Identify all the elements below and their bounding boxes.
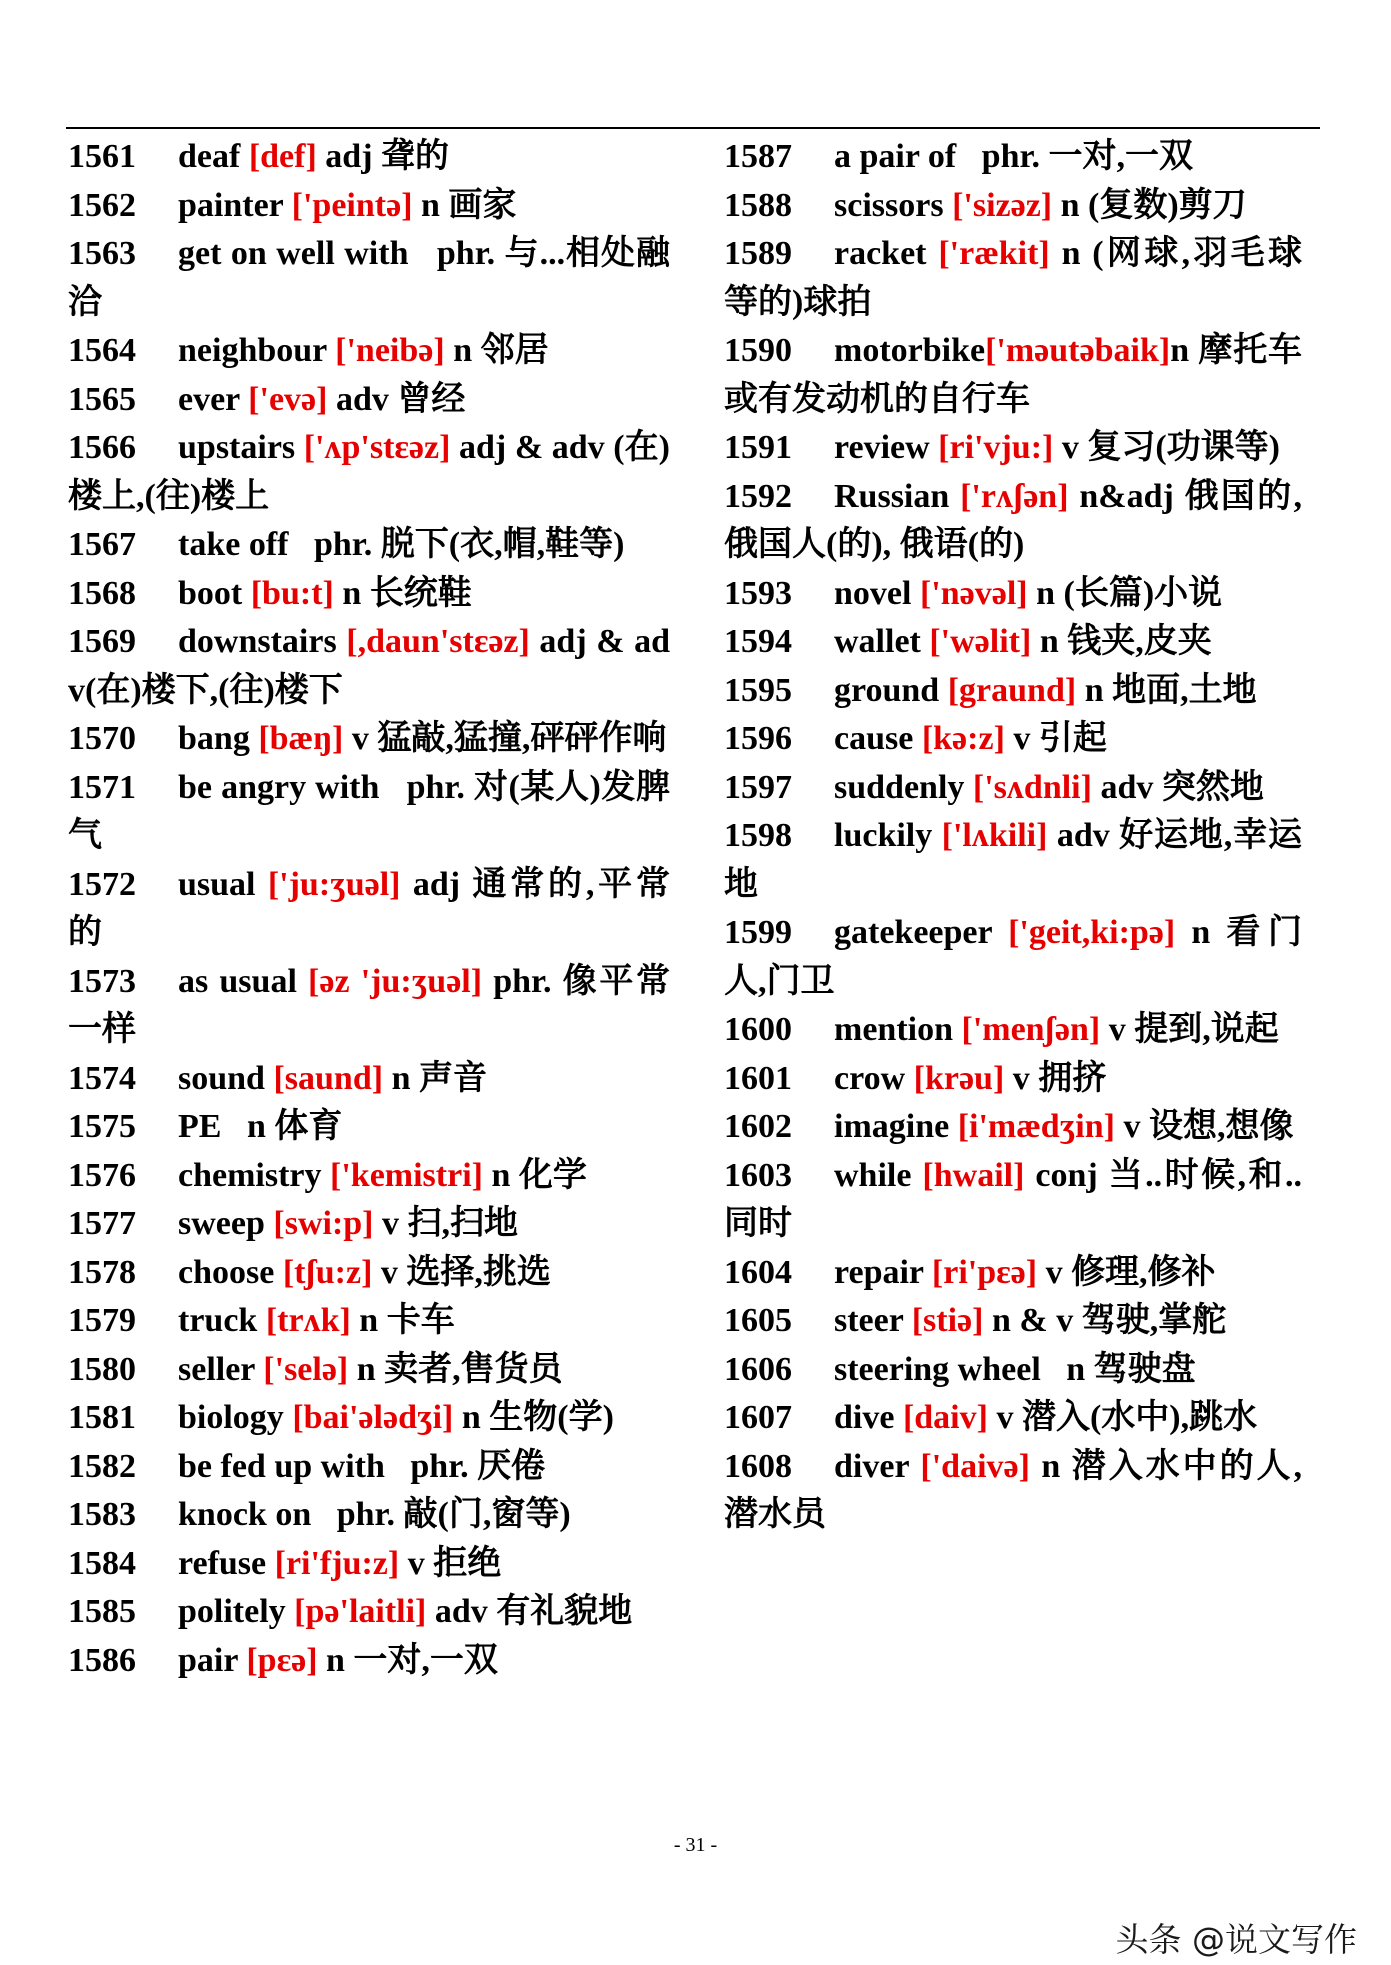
- vocab-entry: [68, 1200, 670, 1249]
- vocab-entry: [724, 1394, 1302, 1443]
- entry-phonetic: ['lʌkili]: [941, 817, 1048, 854]
- page-number: - 31 -: [673, 1834, 718, 1856]
- entry-phonetic: ['geit,ki:pə]: [1008, 914, 1176, 951]
- entry-number: 1595: [724, 671, 792, 709]
- entry-phonetic: [trʌk]: [265, 1302, 351, 1339]
- vocab-entry: [724, 182, 1302, 231]
- entry-number: 1575: [68, 1108, 136, 1145]
- entry-definition: n 长统鞋: [333, 574, 472, 612]
- entry-definition: phr. 像平常一样: [68, 962, 670, 1048]
- entry-phonetic: ['nəvəl]: [919, 574, 1028, 612]
- entry-phonetic: [pɛə]: [246, 1641, 318, 1679]
- entry-word: imagine: [834, 1108, 958, 1145]
- entry-definition: v 潜入(水中),跳水: [987, 1399, 1258, 1436]
- entry-word: pair: [178, 1641, 247, 1679]
- entry-number: 1605: [724, 1302, 792, 1339]
- entry-phonetic: [saund]: [273, 1059, 384, 1097]
- entry-word: steer: [834, 1302, 912, 1339]
- entry-phonetic: ['evə]: [248, 380, 328, 418]
- entry-number: 1579: [68, 1302, 136, 1339]
- entry-number: 1584: [68, 1544, 136, 1582]
- entry-number: 1590: [724, 332, 792, 369]
- vocab-entry: [68, 764, 670, 861]
- entry-number: 1593: [724, 574, 792, 612]
- entry-number: 1578: [68, 1253, 136, 1291]
- entry-word: sweep: [178, 1205, 274, 1242]
- entry-phonetic: ['menʃən]: [961, 1011, 1101, 1048]
- entry-word: biology: [178, 1399, 293, 1436]
- entry-phonetic: ['daivə]: [920, 1447, 1030, 1485]
- entry-definition: adj 通常的,平常的: [68, 865, 671, 951]
- entry-word: choose: [178, 1253, 283, 1291]
- vocab-entry: [724, 1443, 1302, 1540]
- entry-number: 1562: [68, 186, 136, 224]
- entry-definition: adv 曾经: [327, 380, 466, 418]
- entry-definition: n 化学: [482, 1156, 587, 1194]
- entry-word: gatekeeper: [834, 914, 1009, 951]
- entry-word: PE n 体育: [178, 1108, 343, 1145]
- entry-word: luckily: [834, 817, 942, 854]
- entry-definition: v 复习(功课等): [1053, 429, 1281, 466]
- vocab-entry: [68, 715, 670, 764]
- entry-word: crow: [834, 1059, 914, 1097]
- entry-definition: n 画家: [412, 186, 517, 224]
- entry-number: 1606: [724, 1350, 792, 1388]
- vocab-entry: [68, 1152, 670, 1201]
- vocab-entry: [68, 376, 670, 425]
- entry-number: 1577: [68, 1205, 136, 1242]
- entry-definition: adv 有礼貌地: [426, 1593, 633, 1630]
- entry-phonetic: ['neibə]: [335, 332, 445, 369]
- entry-number: 1585: [68, 1593, 136, 1630]
- vocab-entry: [68, 1297, 670, 1346]
- entry-word: steering wheel n 驾驶盘: [834, 1350, 1196, 1388]
- entry-definition: n 钱夹,皮夹: [1031, 623, 1212, 660]
- entry-phonetic: [bai'ələdʒi]: [292, 1399, 454, 1436]
- entry-definition: n 卖者,售货员: [348, 1350, 563, 1388]
- entry-number: 1594: [724, 623, 792, 660]
- right-column: [724, 133, 1302, 1540]
- entry-number: 1574: [68, 1059, 136, 1097]
- entry-number: 1600: [724, 1011, 792, 1048]
- vocab-entry: [68, 1540, 670, 1589]
- vocab-entry: [68, 1588, 670, 1637]
- vocab-entry: [724, 473, 1302, 570]
- entry-definition: n 一对,一双: [317, 1641, 498, 1679]
- entry-word: politely: [178, 1593, 295, 1630]
- entry-number: 1604: [724, 1253, 792, 1291]
- entry-number: 1601: [724, 1059, 792, 1097]
- entry-number: 1563: [68, 235, 136, 272]
- entry-definition: n 声音: [383, 1059, 487, 1097]
- entry-phonetic: [əz 'ju:ʒuəl]: [308, 962, 483, 1000]
- entry-number: 1583: [68, 1496, 136, 1533]
- vocab-entry: [724, 715, 1302, 764]
- entry-word: upstairs: [178, 429, 304, 466]
- entry-number: 1564: [68, 332, 136, 369]
- entry-number: 1597: [724, 768, 792, 806]
- entry-word: ground: [834, 671, 948, 709]
- entry-word: while: [834, 1156, 923, 1194]
- entry-word: cause: [834, 720, 922, 757]
- entry-word: take off phr. 脱下(衣,帽,鞋等): [178, 526, 625, 563]
- entry-phonetic: ['ju:ʒuəl]: [267, 865, 401, 903]
- vocab-entry: [68, 618, 670, 715]
- entry-number: 1566: [68, 429, 136, 466]
- entry-definition: n 摩托车或有发动机的自行车: [724, 332, 1302, 418]
- entry-definition: v 猛敲,猛撞,砰砰作响: [343, 720, 667, 757]
- entry-number: 1589: [724, 235, 792, 272]
- entry-word: deaf: [178, 138, 249, 175]
- entry-number: 1565: [68, 380, 136, 418]
- entry-definition: v 引起: [1004, 720, 1107, 757]
- entry-definition: n (网球,羽毛球等的)球拍: [724, 235, 1302, 321]
- entry-phonetic: [stiə]: [911, 1302, 984, 1339]
- vocab-entry: [724, 1346, 1302, 1395]
- vocab-entry: [724, 812, 1302, 909]
- entry-definition: n 卡车: [350, 1302, 455, 1339]
- entry-number: 1582: [68, 1447, 136, 1485]
- entry-word: motorbike: [834, 332, 986, 369]
- entry-definition: n 邻居: [444, 332, 549, 369]
- entry-word: refuse: [178, 1544, 275, 1582]
- vocab-entry: [68, 230, 670, 327]
- entry-phonetic: [def]: [248, 138, 317, 175]
- entry-number: 1573: [68, 962, 136, 1000]
- entry-number: 1567: [68, 526, 136, 563]
- entry-number: 1581: [68, 1399, 136, 1436]
- entry-phonetic: [ri'fju:z]: [274, 1544, 400, 1582]
- entry-word: get on well with phr. 与...相处融洽: [68, 235, 670, 321]
- entry-phonetic: ['ʌp'stɛəz]: [303, 429, 451, 466]
- entry-number: 1576: [68, 1156, 136, 1194]
- vocab-entry: [724, 424, 1302, 473]
- entry-number: 1592: [724, 477, 792, 515]
- entry-definition: n&adj 俄国的,俄国人(的), 俄语(的): [724, 477, 1302, 563]
- entry-definition: v 拥挤: [1004, 1059, 1107, 1097]
- vocab-entry: [724, 570, 1302, 619]
- entry-number: 1607: [724, 1399, 792, 1436]
- entry-word: dive: [834, 1399, 903, 1436]
- entry-word: Russian: [834, 477, 961, 515]
- entry-word: diver: [834, 1447, 921, 1485]
- entry-number: 1572: [68, 865, 136, 903]
- entry-word: as usual: [178, 962, 309, 1000]
- entry-definition: n 潜入水中的人,潜水员: [724, 1447, 1302, 1533]
- entry-number: 1603: [724, 1156, 792, 1194]
- entry-word: ever: [178, 380, 249, 418]
- entry-phonetic: ['rʌʃən]: [960, 477, 1069, 515]
- vocab-entry: [724, 909, 1302, 1006]
- vocab-entry: [68, 958, 670, 1055]
- entry-number: 1586: [68, 1641, 136, 1679]
- entry-definition: v 设想,想像: [1115, 1108, 1294, 1145]
- entry-phonetic: ['məutəbaik]: [985, 332, 1171, 369]
- entry-definition: n 生物(学): [453, 1399, 614, 1436]
- header-rule: [66, 127, 1320, 129]
- vocab-entry: [724, 1103, 1302, 1152]
- entry-word: neighbour: [178, 332, 336, 369]
- entry-phonetic: ['peintə]: [291, 186, 413, 224]
- entry-definition: v 修理,修补: [1037, 1253, 1216, 1291]
- entry-phonetic: [kə:z]: [921, 720, 1005, 757]
- entry-phonetic: [hwail]: [922, 1156, 1025, 1194]
- entry-number: 1598: [724, 817, 792, 854]
- vocab-entry: [724, 1152, 1302, 1249]
- entry-phonetic: ['sizəz]: [952, 186, 1053, 224]
- watermark: 头条 @说文写作: [1115, 1920, 1357, 1959]
- entry-word: knock on phr. 敲(门,窗等): [178, 1496, 571, 1533]
- entry-phonetic: [,daun'stɛəz]: [346, 623, 530, 660]
- entry-number: 1569: [68, 623, 136, 660]
- vocab-entry: [68, 521, 670, 570]
- entry-definition: v 扫,扫地: [373, 1205, 518, 1242]
- entry-word: painter: [178, 186, 292, 224]
- entry-word: bang: [178, 720, 259, 757]
- entry-phonetic: [graund]: [947, 671, 1077, 709]
- entry-word: be angry with phr. 对(某人)发脾气: [68, 768, 670, 854]
- entry-definition: v 提到,说起: [1100, 1011, 1279, 1048]
- entry-phonetic: ['sʌdnli]: [972, 768, 1092, 806]
- vocab-entry: [68, 182, 670, 231]
- entry-definition: conj 当..时候,和..同时: [724, 1156, 1302, 1242]
- entry-phonetic: [ri'vju:]: [938, 429, 1054, 466]
- vocab-entry: [68, 1249, 670, 1298]
- vocab-entry: [68, 1394, 670, 1443]
- entry-word: downstairs: [178, 623, 347, 660]
- vocab-entry: [68, 133, 670, 182]
- entry-number: 1588: [724, 186, 792, 224]
- vocab-entry: [68, 1443, 670, 1492]
- entry-word: chemistry: [178, 1156, 331, 1194]
- entry-phonetic: [swi:p]: [273, 1205, 374, 1242]
- vocab-entry: [724, 327, 1302, 424]
- entry-definition: n (复数)剪刀: [1052, 186, 1247, 224]
- entry-definition: n 看门人,门卫: [724, 914, 1302, 1000]
- entry-word: suddenly: [834, 768, 973, 806]
- entry-phonetic: [bu:t]: [250, 574, 334, 612]
- vocab-entry: [724, 1006, 1302, 1055]
- vocab-entry: [68, 1103, 670, 1152]
- entry-word: novel: [834, 574, 920, 612]
- entry-phonetic: ['rækit]: [938, 235, 1050, 272]
- vocab-entry: [68, 327, 670, 376]
- entry-definition: adj & adv(在)楼下,(往)楼下: [68, 623, 670, 709]
- left-column: [68, 133, 670, 1685]
- entry-word: review: [834, 429, 939, 466]
- entry-phonetic: ['selə]: [263, 1350, 349, 1388]
- entry-word: truck: [178, 1302, 266, 1339]
- vocab-entry: [68, 1637, 670, 1686]
- entry-definition: v 选择,挑选: [372, 1253, 551, 1291]
- entry-number: 1587: [724, 138, 792, 175]
- vocab-entry: [724, 764, 1302, 813]
- vocab-entry: [68, 861, 670, 958]
- entry-word: be fed up with phr. 厌倦: [178, 1447, 546, 1485]
- vocab-entry: [724, 1249, 1302, 1298]
- entry-definition: adv 好运地,幸运地: [724, 817, 1302, 903]
- entry-definition: n & v 驾驶,掌舵: [983, 1302, 1227, 1339]
- entry-number: 1599: [724, 914, 792, 951]
- entry-definition: adj & adv (在)楼上,(往)楼上: [68, 429, 671, 515]
- entry-phonetic: [i'mædʒin]: [957, 1108, 1115, 1145]
- entry-definition: v 拒绝: [399, 1544, 502, 1582]
- entry-word: scissors: [834, 186, 953, 224]
- vocab-entry: [68, 424, 670, 521]
- entry-word: repair: [834, 1253, 932, 1291]
- entry-word: boot: [178, 574, 251, 612]
- vocab-entry: [68, 1491, 670, 1540]
- entry-phonetic: ['wəlit]: [929, 623, 1032, 660]
- vocab-entry: [68, 570, 670, 619]
- vocab-entry: [724, 618, 1302, 667]
- vocab-entry: [724, 133, 1302, 182]
- entry-phonetic: [pə'laitli]: [294, 1593, 427, 1630]
- entry-number: 1568: [68, 574, 136, 612]
- entry-word: wallet: [834, 623, 930, 660]
- entry-definition: adj 聋的: [316, 138, 450, 175]
- entry-word: seller: [178, 1350, 264, 1388]
- vocab-entry: [68, 1346, 670, 1395]
- entry-word: a pair of phr. 一对,一双: [834, 138, 1193, 175]
- entry-word: racket: [834, 235, 939, 272]
- entry-phonetic: [daiv]: [902, 1399, 988, 1436]
- entry-number: 1570: [68, 720, 136, 757]
- entry-number: 1580: [68, 1350, 136, 1388]
- entry-number: 1608: [724, 1447, 792, 1485]
- entry-phonetic: [ri'pɛə]: [931, 1253, 1038, 1291]
- entry-number: 1602: [724, 1108, 792, 1145]
- entry-number: 1596: [724, 720, 792, 757]
- entry-definition: adv 突然地: [1091, 768, 1264, 806]
- entry-definition: n 地面,土地: [1076, 671, 1257, 709]
- vocab-entry: [724, 230, 1302, 327]
- entry-word: sound: [178, 1059, 274, 1097]
- entry-phonetic: [bæŋ]: [258, 720, 344, 757]
- entry-phonetic: [tʃu:z]: [282, 1253, 373, 1291]
- entry-number: 1571: [68, 768, 136, 806]
- vocab-entry: [68, 1055, 670, 1104]
- entry-phonetic: ['kemistri]: [330, 1156, 483, 1194]
- entry-definition: n (长篇)小说: [1027, 574, 1223, 612]
- vocab-entry: [724, 1297, 1302, 1346]
- entry-number: 1561: [68, 138, 136, 175]
- entry-phonetic: [krəu]: [913, 1059, 1005, 1097]
- vocab-entry: [724, 1055, 1302, 1104]
- entry-word: mention: [834, 1011, 962, 1048]
- entry-number: 1591: [724, 429, 792, 466]
- vocab-entry: [724, 667, 1302, 716]
- entry-word: usual: [178, 865, 268, 903]
